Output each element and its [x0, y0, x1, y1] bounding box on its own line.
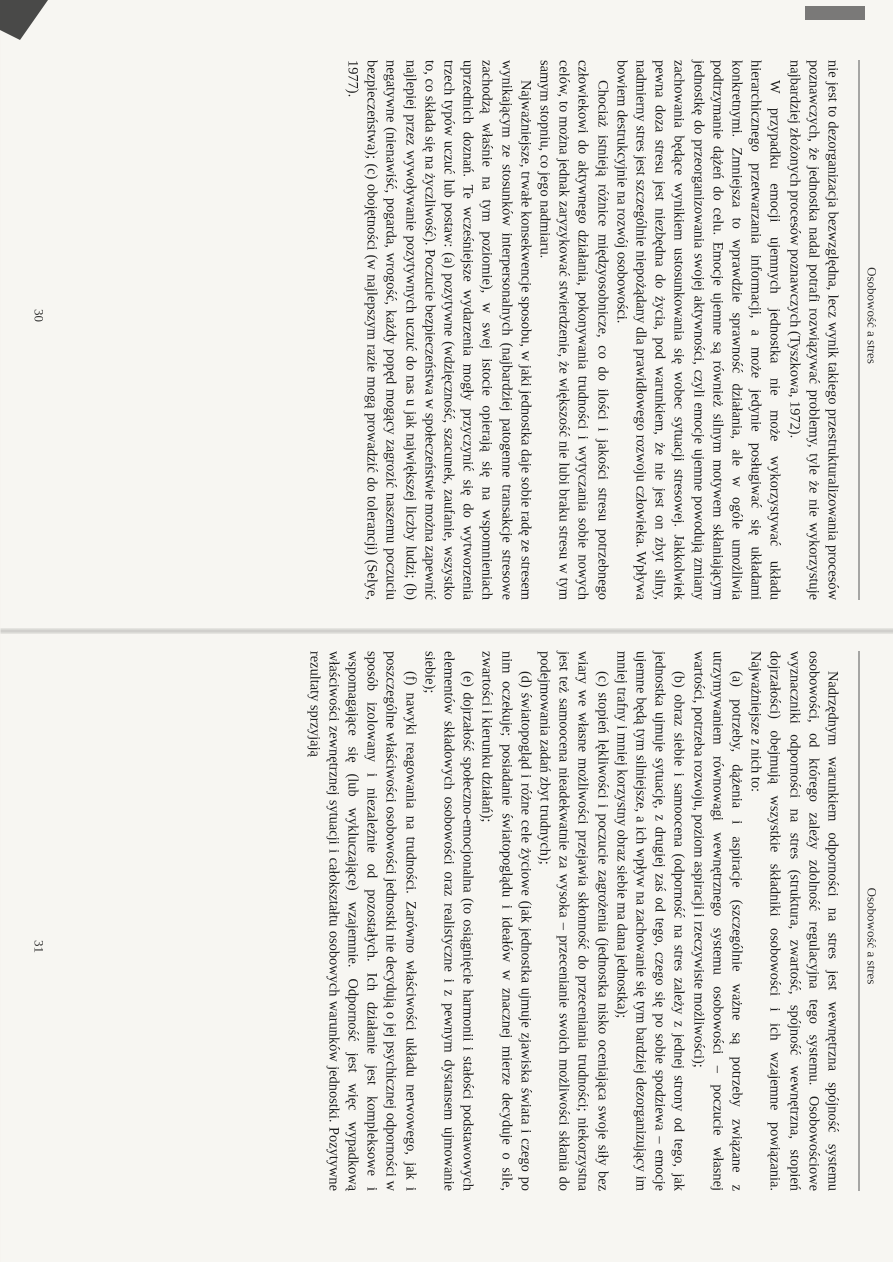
running-header-right: Osobowość a stres	[864, 887, 879, 985]
paragraph: (d) światopogląd i różne cele życiowe (jak jednostka ujmuje zjawiska świata i czego po nim oczekuje; posiadanie światopoglądu i ideałów w znacznej mierze decyduje o sile, zwartości i kierunku działań);	[478, 651, 533, 1191]
paragraph: W przypadku emocji ujemnych jednostka nie może wykorzystywać układu hierarchicznego przetwarzania informacji, a może jedynie posługiwać się układami konkretnymi. Zmniejsza to wprawdzie sprawność działania, ale w ogóle umożliwia podtrzymanie dążeń do celu. Emocje ujemne są również silnym motywem skłaniającym jednostkę do przeorganizowania swojej aktywności, czyli emocje ujemne powodują zmiany zachowania będące wynikiem ustosunkowania się wobec sytuacji stresowej. Jakkolwiek pewna doza stresu jest niezbędna do życia, pod warunkiem, że nie jest on zbyt silny, nadmierny stres jest szczególnie niepożądany dla prawidłowego rozwoju człowieka. Wpływa bowiem destrukcyjnie na rozwój osobowości.	[612, 60, 783, 600]
header-rule-right	[858, 651, 859, 1191]
left-page-body	[342, 60, 841, 600]
paragraph: Nadrzędnym warunkiem odporności na stres jest wewnętrzna spójność systemu osobowości, od którego zależy zdolność regulacyjna tego systemu. Osobowościowe wyznaczniki odporności na stres (struktura, zwartość, spójność wewnętrzna, stopień dojrzałości) obejmują wszystkie składniki osobowości i ich wzajemne powiązania. Najważniejsze z nich to:	[747, 651, 840, 1191]
paragraph: (e) dojrzałość społeczno-emocjonalna (to osiągnięcie harmonii i stałości podstawowych elementów składowych osobowości oraz realistyczne i z pewnym dystansem ujmowanie siebie);	[420, 651, 476, 1191]
page-number-left: 30	[31, 309, 46, 322]
paragraph: Chociaż istnieją różnice międzyosobnicze, co do ilości i jakości stresu potrzebnego człowiekowi do aktywnego działania, pokonywania trudności i wytyczania sobie nowych celów, to można jednak zaryzykować stwierdzenie, że większość nie lubi braku stresu w tym samym stopniu, co jego nadmiaru.	[535, 60, 610, 600]
page-number-right: 31	[31, 940, 46, 953]
right-page	[0, 631, 893, 1262]
paragraph: (a) potrzeby, dążenia i aspiracje (szczególnie ważne są potrzeby związane z utrzymywaniem równowagi wewnętrznego systemu osobowości – poczucie własnej wartości, potrzeba rozwoju, poziom aspiracji i rzeczywiste możliwości);	[689, 651, 744, 1191]
paragraph: (c) stopień lękliwości i poczucie zagrożenia (jednostka nisko oceniająca swoje siły bez wiary we własne możliwości przejawia skłonność do przeceniania trudności; niekorzystna jest też samoocena nieadekwatnie za wysoka – przecenianie swoich możliwości skłania do podejmowania zadań zbyt trudnych);	[535, 651, 610, 1191]
paragraph: (f) nawyki reagowania na trudności. Zarówno właściwości układu nerwowego, jak i poszczególne właściwości osobowości jednostki nie decydują o jej psychicznej odporności w sposób izolowany i niezależnie od pozostałych. Ich działanie jest kompleksowe i wspomagające się (lub wykluczające) wzajemnie. Odporność jest więc wypadkową właściwości zewnętrznej sytuacji i całokształtu osobowych warunków jednostki. Pozytywne rezultaty sprzyjają	[305, 651, 418, 1191]
running-header-left: Osobowość a stres	[864, 267, 879, 364]
paragraph: (b) obraz siebie i samoocena (odporność na stres zależy z jednej strony od tego, jak jednostka ujmuje sytuację, z drugiej zaś od tego, czego się po sobie spodziewa – emocje ujemne będą tym silniejsze, a ich wpływ na zachowanie się tym bardziej dezorganizujący im mniej trafny i mniej korzystny obraz siebie ma dana jednostka);	[612, 651, 687, 1191]
paragraph: nie jest to dezorganizacja bezwzględna, lecz wynik takiego przestrukturalizowania procesów poznawczych, że jednostka nadal potrafi rozwiązywać problemy, tyle że nie wykorzystuje najbardziej złożonych procesów poznawczych (Tyszkowa, 1972).	[785, 60, 840, 600]
header-rule-left	[858, 60, 859, 600]
paragraph: Najważniejsze, trwałe konsekwencje sposobu, w jaki jednostka daje sobie radę ze stresem wynikającym ze stosunków interpersonalnych (najbardziej patogenne transakcje stresowe zachodzą właśnie na tym poziomie), w swej istocie opierają się na wspomnieniach uprzednich doznań. Te wcześniejsze wydarzenia mogły przyczynić się do wytworzenia trzech typów uczuć lub postaw: (a) pozytywne (wdzięczność, szacunek, zaufanie, wszystko to, co składa się na życzliwość). Poczucie bezpieczeństwa w społeczeństwie można zapewnić najlepiej przez wywoływanie pozytywnych uczuć do nas u jak największej liczby ludzi; (b) negatywne (nienawiść, pogarda, wrogość, każdy popęd mogący zagrozić naszemu poczuciu bezpieczeństwa); (c) obojętności (w najlepszym razie mogą prowadzić do tolerancji) (Selye, 1977).	[343, 60, 533, 600]
right-page-body	[303, 651, 841, 1191]
